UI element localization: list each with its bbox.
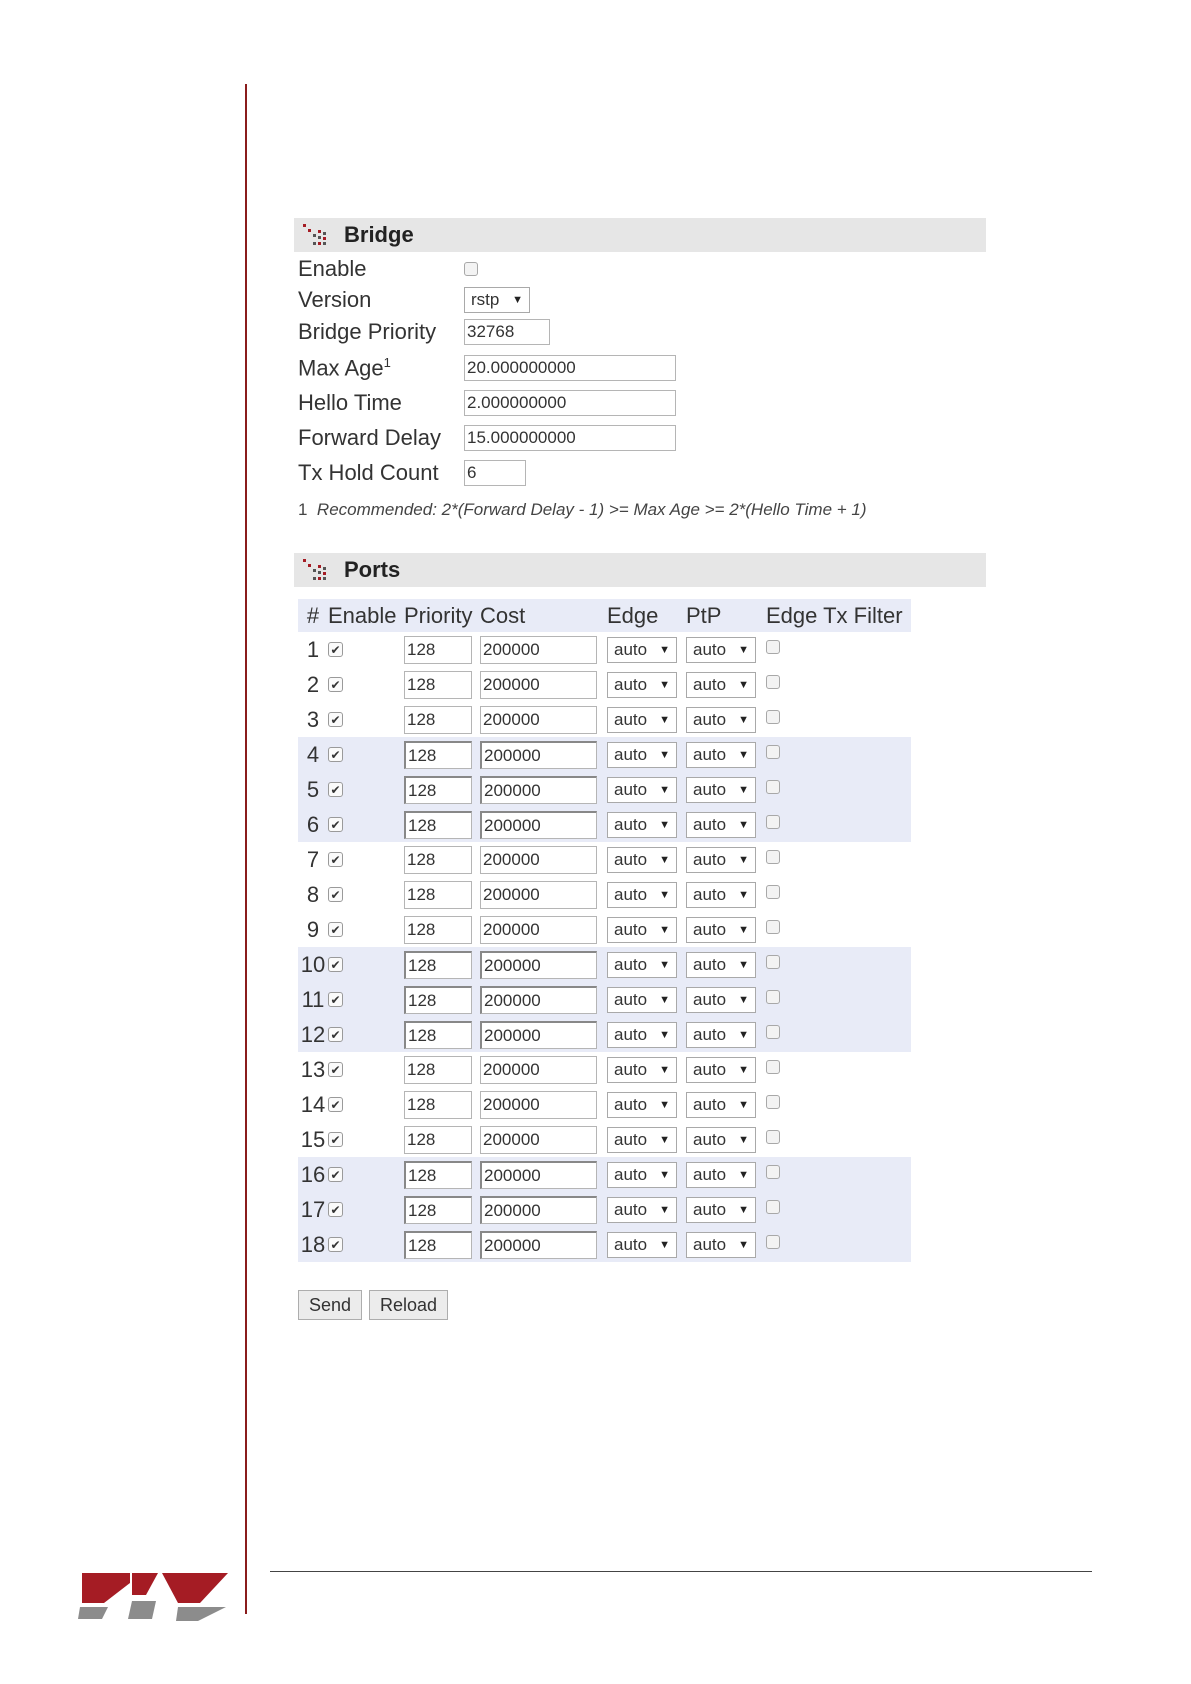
edge-value: auto: [614, 1129, 648, 1149]
port-edge-tx-filter-checkbox[interactable]: [766, 1095, 780, 1109]
port-edge-select[interactable]: [607, 707, 677, 733]
port-ptp-select[interactable]: [686, 1022, 756, 1048]
port-edge-tx-filter-checkbox[interactable]: [766, 990, 780, 1004]
port-edge-select[interactable]: [607, 987, 677, 1013]
port-edge-select[interactable]: [607, 952, 677, 978]
port-number: 3: [298, 702, 328, 737]
port-row: [298, 842, 911, 877]
ptp-value: auto: [693, 1094, 727, 1114]
port-number: 17: [298, 1192, 328, 1227]
port-number: 18: [298, 1227, 328, 1262]
port-priority-input[interactable]: 128: [404, 881, 472, 909]
chevron-down-icon: ▼: [659, 958, 670, 971]
tx-hold-row: [298, 460, 526, 486]
chevron-down-icon: ▼: [738, 643, 749, 656]
ptp-value: auto: [693, 954, 727, 974]
port-cost-input[interactable]: 200000: [480, 986, 597, 1014]
port-ptp-select[interactable]: [686, 917, 756, 943]
checkmark-icon: ✔: [330, 817, 341, 832]
port-cost-input[interactable]: 200000: [480, 881, 597, 909]
chevron-down-icon: ▼: [659, 888, 670, 901]
ptp-value: auto: [693, 1164, 727, 1184]
port-edge-select[interactable]: [607, 1092, 677, 1118]
port-cost-input[interactable]: 200000: [480, 1021, 597, 1049]
port-edge-tx-filter-checkbox[interactable]: [766, 1165, 780, 1179]
chevron-down-icon: ▼: [738, 713, 749, 726]
port-priority-input[interactable]: 128: [404, 1021, 472, 1049]
hello-time-label: Hello Time: [298, 390, 402, 415]
port-edge-select[interactable]: [607, 882, 677, 908]
stp-icon: [302, 557, 328, 583]
port-number: 11: [298, 982, 328, 1017]
port-ptp-select[interactable]: [686, 882, 756, 908]
port-number: 12: [298, 1017, 328, 1052]
port-priority-input[interactable]: 128: [404, 636, 472, 664]
checkmark-icon: ✔: [330, 782, 341, 797]
ports-header-row: [298, 599, 911, 632]
port-edge-tx-filter-checkbox[interactable]: [766, 710, 780, 724]
max-age-text: Max Age: [298, 355, 384, 381]
port-row: [298, 1052, 911, 1087]
port-cost-input[interactable]: 200000: [480, 1196, 597, 1224]
version-row: [298, 287, 530, 313]
port-edge-select[interactable]: [607, 672, 677, 698]
chevron-down-icon: ▼: [738, 1028, 749, 1041]
chevron-down-icon: ▼: [738, 1133, 749, 1146]
port-ptp-select[interactable]: [686, 987, 756, 1013]
chevron-down-icon: ▼: [738, 958, 749, 971]
ptp-value: auto: [693, 814, 727, 834]
port-cost-input[interactable]: 200000: [480, 951, 597, 979]
port-enable-checkbox[interactable]: [328, 922, 343, 937]
ptp-value: auto: [693, 849, 727, 869]
col-ptp: PtP: [686, 599, 766, 632]
port-enable-checkbox[interactable]: [328, 642, 343, 657]
col-number: #: [298, 599, 328, 632]
bridge-enable-checkbox[interactable]: [464, 262, 478, 276]
ptp-value: auto: [693, 674, 727, 694]
port-priority-input[interactable]: 128: [404, 671, 472, 699]
port-edge-select[interactable]: [607, 917, 677, 943]
version-label: Version: [298, 287, 372, 312]
footer-line: [270, 1571, 1092, 1572]
port-number: 7: [298, 842, 328, 877]
hello-row: [298, 390, 676, 416]
enable-row: [298, 256, 478, 282]
port-number: 2: [298, 667, 328, 702]
ptp-value: auto: [693, 709, 727, 729]
chevron-down-icon: ▼: [659, 783, 670, 796]
port-priority-input[interactable]: 128: [404, 916, 472, 944]
chevron-down-icon: ▼: [659, 923, 670, 936]
edge-value: auto: [614, 1164, 648, 1184]
checkmark-icon: ✔: [330, 992, 341, 1007]
port-number: 15: [298, 1122, 328, 1157]
chevron-down-icon: ▼: [738, 853, 749, 866]
port-edge-tx-filter-checkbox[interactable]: [766, 1200, 780, 1214]
port-cost-input[interactable]: 200000: [480, 916, 597, 944]
chevron-down-icon: ▼: [738, 818, 749, 831]
bridge-title: Bridge: [344, 222, 414, 247]
chevron-down-icon: ▼: [659, 678, 670, 691]
ptp-value: auto: [693, 884, 727, 904]
chevron-down-icon: ▼: [738, 678, 749, 691]
port-ptp-select[interactable]: [686, 847, 756, 873]
chevron-down-icon: ▼: [738, 888, 749, 901]
port-enable-checkbox[interactable]: [328, 1027, 343, 1042]
checkmark-icon: ✔: [330, 852, 341, 867]
port-row: [298, 1227, 911, 1262]
chevron-down-icon: ▼: [659, 713, 670, 726]
port-row: [298, 737, 911, 772]
port-edge-tx-filter-checkbox[interactable]: [766, 1060, 780, 1074]
chevron-down-icon: ▼: [738, 1238, 749, 1251]
port-cost-input[interactable]: 200000: [480, 1091, 597, 1119]
port-edge-tx-filter-checkbox[interactable]: [766, 780, 780, 794]
port-ptp-select[interactable]: [686, 1057, 756, 1083]
port-number: 1: [298, 632, 328, 667]
chevron-down-icon: ▼: [738, 1168, 749, 1181]
port-priority-input[interactable]: 128: [404, 776, 472, 804]
port-cost-input[interactable]: 200000: [480, 1056, 597, 1084]
chevron-down-icon: ▼: [659, 643, 670, 656]
port-row: [298, 912, 911, 947]
ptp-value: auto: [693, 744, 727, 764]
edge-value: auto: [614, 849, 648, 869]
port-cost-input[interactable]: 200000: [480, 1126, 597, 1154]
port-priority-input[interactable]: 128: [404, 986, 472, 1014]
edge-value: auto: [614, 919, 648, 939]
port-cost-input[interactable]: 200000: [480, 1231, 597, 1259]
chevron-down-icon: ▼: [659, 853, 670, 866]
chevron-down-icon: ▼: [659, 993, 670, 1006]
checkmark-icon: ✔: [330, 957, 341, 972]
port-row: [298, 1122, 911, 1157]
port-enable-checkbox[interactable]: [328, 1062, 343, 1077]
edge-value: auto: [614, 1059, 648, 1079]
port-number: 16: [298, 1157, 328, 1192]
port-cost-input[interactable]: 200000: [480, 1161, 597, 1189]
chevron-down-icon: ▼: [738, 783, 749, 796]
ports-table: [298, 599, 911, 1262]
port-cost-input[interactable]: 200000: [480, 776, 597, 804]
forward-delay-input[interactable]: 15.000000000: [464, 425, 676, 451]
port-edge-select[interactable]: [607, 1162, 677, 1188]
bridge-header: [294, 218, 986, 252]
port-priority-input[interactable]: 128: [404, 1231, 472, 1259]
chevron-down-icon: ▼: [659, 818, 670, 831]
port-cost-input[interactable]: 200000: [480, 671, 597, 699]
recommendation-note: [298, 500, 867, 520]
edge-value: auto: [614, 814, 648, 834]
port-row: [298, 1157, 911, 1192]
port-ptp-select[interactable]: [686, 1232, 756, 1258]
ports-title: Ports: [344, 557, 401, 582]
send-button[interactable]: Send: [298, 1290, 362, 1320]
chevron-down-icon: ▼: [512, 294, 523, 306]
chevron-down-icon: ▼: [738, 993, 749, 1006]
port-edge-select[interactable]: [607, 637, 677, 663]
port-ptp-select[interactable]: [686, 1092, 756, 1118]
chevron-down-icon: ▼: [659, 1203, 670, 1216]
port-edge-tx-filter-checkbox[interactable]: [766, 955, 780, 969]
ports-header: [294, 553, 986, 587]
chevron-down-icon: ▼: [738, 1063, 749, 1076]
port-row: [298, 702, 911, 737]
col-cost: Cost: [480, 599, 607, 632]
version-value: rstp: [471, 290, 500, 309]
port-ptp-select[interactable]: [686, 637, 756, 663]
port-edge-tx-filter-checkbox[interactable]: [766, 815, 780, 829]
port-edge-tx-filter-checkbox[interactable]: [766, 675, 780, 689]
chevron-down-icon: ▼: [659, 1238, 670, 1251]
port-ptp-select[interactable]: [686, 1197, 756, 1223]
priority-label: Bridge Priority: [298, 319, 437, 344]
port-enable-checkbox[interactable]: [328, 782, 343, 797]
port-number: 8: [298, 877, 328, 912]
chevron-down-icon: ▼: [738, 1098, 749, 1111]
port-row: [298, 807, 911, 842]
port-number: 6: [298, 807, 328, 842]
port-enable-checkbox[interactable]: [328, 887, 343, 902]
port-number: 4: [298, 737, 328, 772]
checkmark-icon: ✔: [330, 642, 341, 657]
port-cost-input[interactable]: 200000: [480, 846, 597, 874]
ptp-value: auto: [693, 779, 727, 799]
port-edge-tx-filter-checkbox[interactable]: [766, 920, 780, 934]
port-enable-checkbox[interactable]: [328, 1202, 343, 1217]
ports-section: [294, 553, 986, 1257]
col-edge: Edge: [607, 599, 686, 632]
port-ptp-select[interactable]: [686, 1162, 756, 1188]
port-edge-select[interactable]: [607, 777, 677, 803]
max-age-footnote-ref: 1: [383, 355, 391, 370]
edge-value: auto: [614, 1199, 648, 1219]
edge-value: auto: [614, 1024, 648, 1044]
max-age-row: [298, 355, 676, 381]
edge-value: auto: [614, 709, 648, 729]
checkmark-icon: ✔: [330, 922, 341, 937]
edge-value: auto: [614, 779, 648, 799]
port-priority-input[interactable]: 128: [404, 706, 472, 734]
checkmark-icon: ✔: [330, 747, 341, 762]
port-enable-checkbox[interactable]: [328, 1097, 343, 1112]
port-edge-select[interactable]: [607, 742, 677, 768]
port-enable-checkbox[interactable]: [328, 852, 343, 867]
checkmark-icon: ✔: [330, 887, 341, 902]
reload-button[interactable]: Reload: [369, 1290, 448, 1320]
note-number: 1: [298, 500, 308, 519]
port-edge-tx-filter-checkbox[interactable]: [766, 1130, 780, 1144]
checkmark-icon: ✔: [330, 1097, 341, 1112]
port-enable-checkbox[interactable]: [328, 1132, 343, 1147]
ptp-value: auto: [693, 1234, 727, 1254]
port-edge-tx-filter-checkbox[interactable]: [766, 1025, 780, 1039]
port-cost-input[interactable]: 200000: [480, 741, 597, 769]
port-priority-input[interactable]: 128: [404, 1196, 472, 1224]
edge-value: auto: [614, 954, 648, 974]
page-margin-line: [245, 84, 247, 1614]
port-row: [298, 877, 911, 912]
port-row: [298, 947, 911, 982]
ptp-value: auto: [693, 1129, 727, 1149]
checkmark-icon: ✔: [330, 712, 341, 727]
port-priority-input[interactable]: 128: [404, 1091, 472, 1119]
enable-label: Enable: [298, 256, 367, 281]
port-edge-select[interactable]: [607, 847, 677, 873]
edge-value: auto: [614, 989, 648, 1009]
chevron-down-icon: ▼: [659, 748, 670, 761]
checkmark-icon: ✔: [330, 1167, 341, 1182]
bridge-priority-input[interactable]: 32768: [464, 319, 550, 345]
port-edge-select[interactable]: [607, 812, 677, 838]
port-edge-tx-filter-checkbox[interactable]: [766, 1235, 780, 1249]
port-row: [298, 1192, 911, 1227]
port-priority-input[interactable]: 128: [404, 1161, 472, 1189]
tx-hold-count-input[interactable]: 6: [464, 460, 526, 486]
port-enable-checkbox[interactable]: [328, 817, 343, 832]
edge-value: auto: [614, 1094, 648, 1114]
port-row: [298, 632, 911, 667]
port-row: [298, 982, 911, 1017]
port-edge-select[interactable]: [607, 1127, 677, 1153]
port-priority-input[interactable]: 128: [404, 1056, 472, 1084]
port-edge-select[interactable]: [607, 1197, 677, 1223]
port-priority-input[interactable]: 128: [404, 741, 472, 769]
port-enable-checkbox[interactable]: [328, 1167, 343, 1182]
port-ptp-select[interactable]: [686, 952, 756, 978]
chevron-down-icon: ▼: [659, 1028, 670, 1041]
checkmark-icon: ✔: [330, 1132, 341, 1147]
port-edge-tx-filter-checkbox[interactable]: [766, 885, 780, 899]
port-priority-input[interactable]: 128: [404, 846, 472, 874]
hello-time-input[interactable]: 2.000000000: [464, 390, 676, 416]
chevron-down-icon: ▼: [738, 1203, 749, 1216]
port-enable-checkbox[interactable]: [328, 677, 343, 692]
checkmark-icon: ✔: [330, 677, 341, 692]
forward-delay-row: [298, 425, 676, 451]
port-edge-tx-filter-checkbox[interactable]: [766, 640, 780, 654]
ports-body: [298, 632, 911, 1262]
edge-value: auto: [614, 639, 648, 659]
port-edge-tx-filter-checkbox[interactable]: [766, 745, 780, 759]
edge-value: auto: [614, 1234, 648, 1254]
checkmark-icon: ✔: [330, 1202, 341, 1217]
port-ptp-select[interactable]: [686, 1127, 756, 1153]
edge-value: auto: [614, 744, 648, 764]
ptp-value: auto: [693, 989, 727, 1009]
edge-value: auto: [614, 884, 648, 904]
port-cost-input[interactable]: 200000: [480, 636, 597, 664]
port-edge-tx-filter-checkbox[interactable]: [766, 850, 780, 864]
ziv-logo: [78, 1573, 228, 1623]
port-ptp-select[interactable]: [686, 707, 756, 733]
port-edge-select[interactable]: [607, 1232, 677, 1258]
ptp-value: auto: [693, 919, 727, 939]
col-edge-tx-filter: Edge Tx Filter: [766, 599, 911, 632]
port-ptp-select[interactable]: [686, 672, 756, 698]
port-number: 10: [298, 947, 328, 982]
checkmark-icon: ✔: [330, 1027, 341, 1042]
ptp-value: auto: [693, 1199, 727, 1219]
port-number: 9: [298, 912, 328, 947]
checkmark-icon: ✔: [330, 1237, 341, 1252]
chevron-down-icon: ▼: [738, 923, 749, 936]
port-ptp-select[interactable]: [686, 742, 756, 768]
max-age-input[interactable]: 20.000000000: [464, 355, 676, 381]
port-enable-checkbox[interactable]: [328, 712, 343, 727]
max-age-label: [298, 355, 464, 381]
ptp-value: auto: [693, 639, 727, 659]
port-cost-input[interactable]: 200000: [480, 811, 597, 839]
bridge-section: [294, 218, 986, 518]
note-text: Recommended: 2*(Forward Delay - 1) >= Max Age >= 2*(Hello Time + 1): [316, 500, 867, 519]
chevron-down-icon: ▼: [659, 1063, 670, 1076]
port-row: [298, 1087, 911, 1122]
port-priority-input[interactable]: 128: [404, 951, 472, 979]
port-cost-input[interactable]: 200000: [480, 706, 597, 734]
port-ptp-select[interactable]: [686, 777, 756, 803]
port-row: [298, 667, 911, 702]
port-number: 14: [298, 1087, 328, 1122]
col-priority: Priority: [404, 599, 480, 632]
edge-value: auto: [614, 674, 648, 694]
version-select[interactable]: [464, 287, 530, 313]
forward-delay-label: Forward Delay: [298, 425, 442, 450]
port-priority-input[interactable]: 128: [404, 811, 472, 839]
chevron-down-icon: ▼: [659, 1133, 670, 1146]
checkmark-icon: ✔: [330, 1062, 341, 1077]
ptp-value: auto: [693, 1024, 727, 1044]
port-number: 13: [298, 1052, 328, 1087]
port-enable-checkbox[interactable]: [328, 747, 343, 762]
port-edge-select[interactable]: [607, 1057, 677, 1083]
chevron-down-icon: ▼: [659, 1168, 670, 1181]
tx-hold-count-label: Tx Hold Count: [298, 460, 439, 485]
port-number: 5: [298, 772, 328, 807]
port-row: [298, 772, 911, 807]
priority-row: [298, 319, 550, 345]
ptp-value: auto: [693, 1059, 727, 1079]
port-enable-checkbox[interactable]: [328, 1237, 343, 1252]
port-enable-checkbox[interactable]: [328, 957, 343, 972]
chevron-down-icon: ▼: [659, 1098, 670, 1111]
port-edge-select[interactable]: [607, 1022, 677, 1048]
port-enable-checkbox[interactable]: [328, 992, 343, 1007]
port-row: [298, 1017, 911, 1052]
stp-icon: [302, 222, 328, 248]
port-ptp-select[interactable]: [686, 812, 756, 838]
port-priority-input[interactable]: 128: [404, 1126, 472, 1154]
col-enable: Enable: [328, 599, 404, 632]
chevron-down-icon: ▼: [738, 748, 749, 761]
